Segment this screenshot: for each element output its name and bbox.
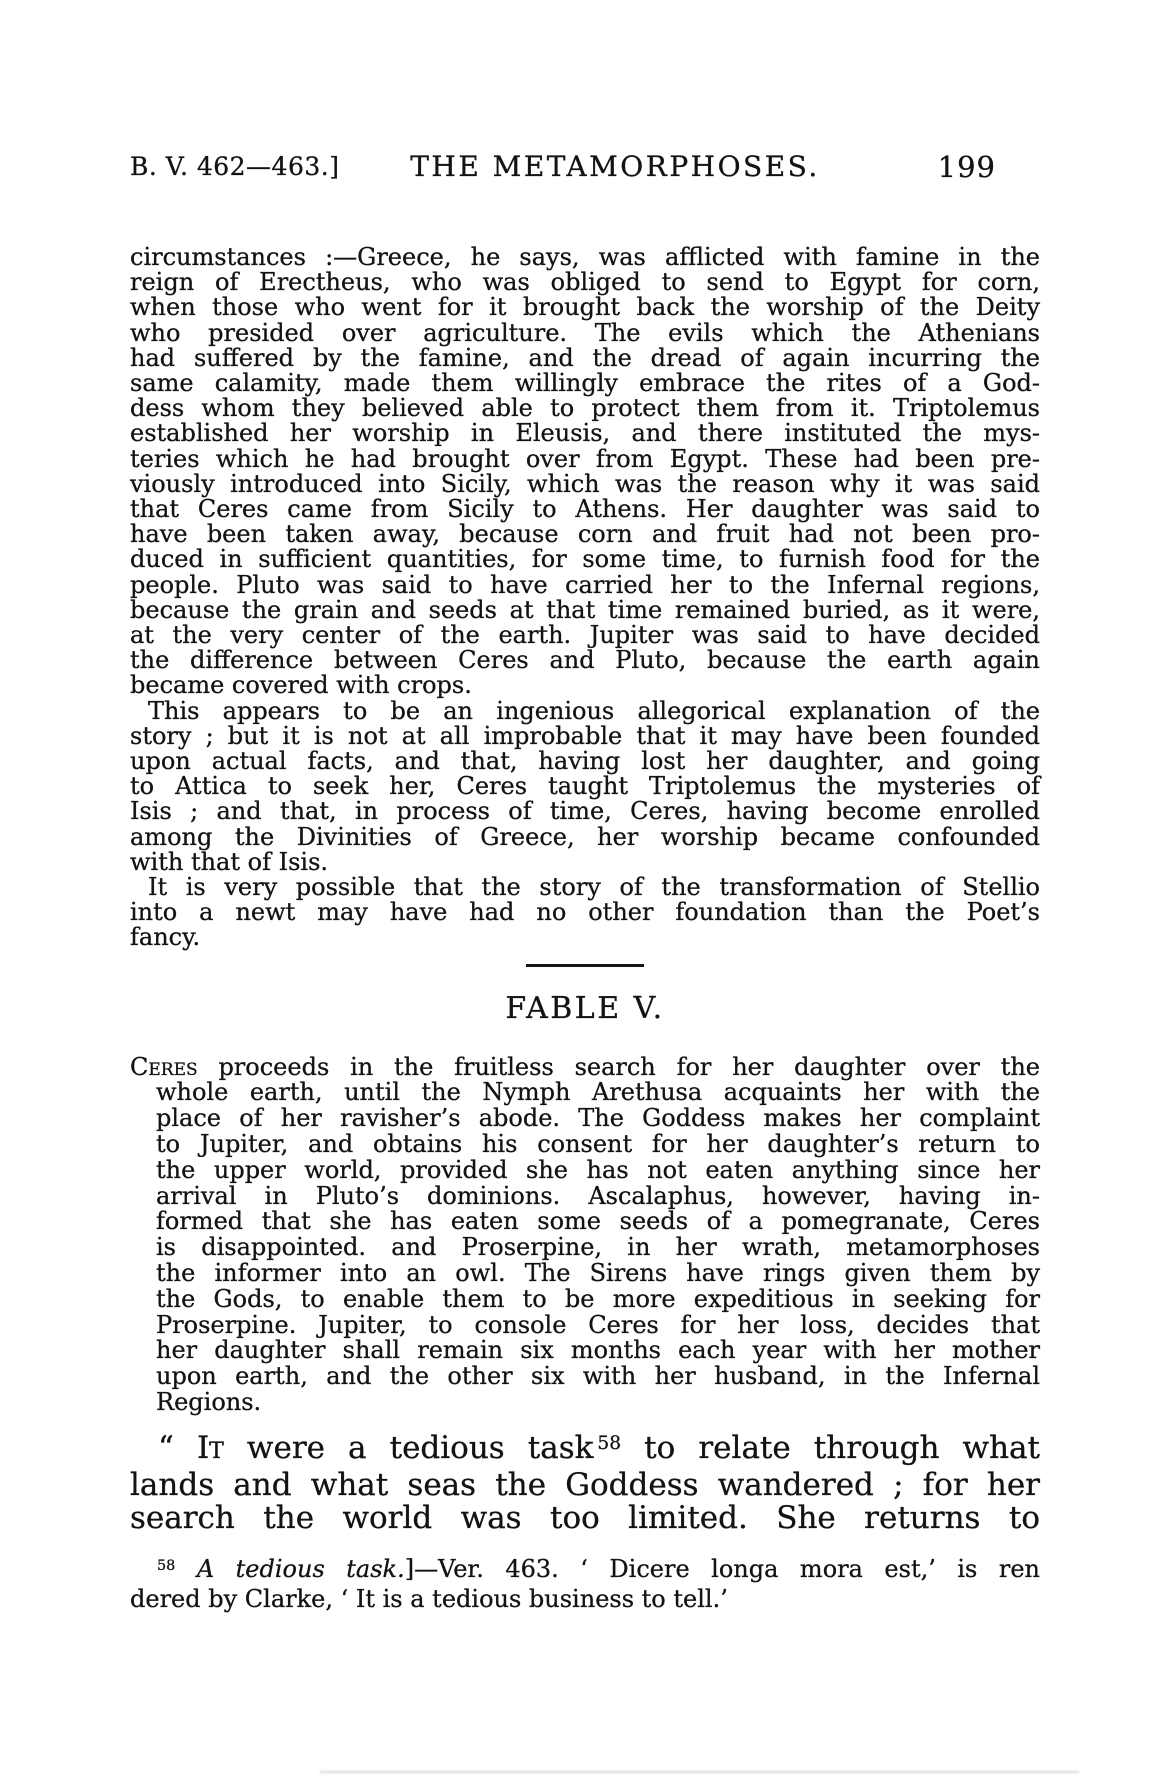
summary-first-line-text: proceeds in the fruitless search for her daughter over the — [197, 1052, 1040, 1081]
text-line: to Jupiter, and obtains his consent for her daughter’s return to — [156, 1130, 1040, 1159]
text-line: have been taken away, because corn and fruit had not been pro- — [130, 520, 1040, 549]
footnote-lemma: A tedious task. — [175, 1554, 405, 1583]
text-line: fancy. — [130, 923, 201, 952]
page-header — [130, 150, 1040, 186]
text-line: whole earth, until the Nymph Arethusa acquaints her with the — [156, 1078, 1040, 1107]
text-line: teries which he had brought over from Egypt. These had been pre- — [130, 444, 1040, 473]
footnote-line-1 — [130, 1556, 1040, 1586]
text-line: circumstances :—Greece, he says, was afflicted with famine in the — [130, 243, 1040, 271]
text-line: had suffered by the famine, and the dread of again incurring the — [130, 343, 1040, 372]
verse-line-1 — [130, 1429, 1040, 1469]
verse-lead-word: It — [196, 1429, 224, 1466]
commentary-section — [130, 245, 1040, 951]
text-line: the Gods, to enable them to be more expeditious in seeking for — [156, 1284, 1040, 1313]
text-line: dess whom they believed able to protect them from it. Triptolemus — [130, 394, 1040, 423]
footnote-number: 58 — [157, 1557, 176, 1574]
scan-edge-artifact — [320, 1771, 1079, 1773]
text-line: It is very possible that the story of the transformation of Stellio — [148, 873, 1040, 902]
text-line: the upper world, provided she has not eaten anything since her — [156, 1155, 1040, 1184]
text-line: with that of Isis. — [130, 847, 329, 876]
text-line: the difference between Ceres and Pluto, because the earth again — [130, 646, 1040, 675]
text-line: Regions. — [156, 1388, 262, 1417]
text-line: Proserpine. Jupiter, to console Ceres for her loss, decides that — [156, 1310, 1040, 1339]
footnote-line-1-text: ]—Ver. 463. ‘ Dicere longa mora est,’ is ren — [404, 1554, 1040, 1583]
text-line: upon earth, and the other six with her husband, in the Infernal — [156, 1362, 1040, 1391]
text-line: that Ceres came from Sicily to Athens. Her daughter was said to — [130, 495, 1040, 524]
text-line: duced in sufficient quantities, for some time, to furnish food for the — [130, 545, 1040, 574]
footnote-reference-marker: 58 — [597, 1432, 622, 1454]
footnote-block — [130, 1556, 1040, 1612]
header-book-title: THE METAMORPHOSES. — [410, 150, 820, 183]
verse-line-1-text: were a tedious task — [223, 1429, 594, 1466]
text-line: people. Pluto was said to have carried her to the Infernal regions, — [130, 570, 1040, 599]
text-line: upon actual facts, and that, having lost her daughter, and going — [130, 747, 1040, 776]
text-line: who presided over agriculture. The evils which the Athenians — [130, 318, 1040, 347]
verse-section — [130, 1429, 1040, 1536]
text-line: Isis ; and that, in process of time, Ceres, having become enrolled — [130, 797, 1040, 826]
verse-line-2: lands and what seas the Goddess wandered ; for her — [130, 1466, 1040, 1503]
text-line: when those who went for it brought back the worship of the Deity — [130, 293, 1040, 322]
verse-line-1-tail: to relate through what — [621, 1429, 1040, 1466]
text-line: the informer into an owl. The Sirens have rings given them by — [156, 1259, 1040, 1288]
text-line: arrival in Pluto’s dominions. Ascalaphus, however, having in- — [156, 1181, 1040, 1210]
text-line: into a newt may have had no other foundation than the Poet’s — [130, 898, 1040, 927]
commentary-paragraph-2 — [130, 696, 1040, 876]
verse-line-3: search the world was too limited. She returns to — [130, 1499, 1040, 1536]
summary-lead-word: Ceres — [130, 1052, 198, 1081]
footnote-line-2: dered by Clarke, ‘ It is a tedious business to tell.’ — [130, 1584, 728, 1613]
text-line: her daughter shall remain six months each year with her mother — [156, 1336, 1040, 1365]
text-line: at the very center of the earth. Jupiter was said to have decided — [130, 621, 1040, 650]
text-line: is disappointed. and Proserpine, in her wrath, metamorphoses — [156, 1233, 1040, 1262]
text-line: among the Divinities of Greece, her worship became confounded — [130, 822, 1040, 851]
text-line: same calamity, made them willingly embrace the rites of a God- — [130, 369, 1040, 398]
text-line: because the grain and seeds at that time remained buried, as it were, — [130, 595, 1040, 624]
commentary-paragraph-3 — [130, 875, 1040, 951]
fable-summary — [130, 1052, 1040, 1417]
text-line: place of her ravisher’s abode. The Goddess makes her complaint — [156, 1104, 1040, 1133]
fable-heading: FABLE V. — [505, 990, 665, 1026]
text-line: to Attica to seek her, Ceres taught Triptolemus the mysteries of — [130, 772, 1040, 801]
summary-first-line — [130, 1052, 1040, 1081]
text-line: reign of Erectheus, who was obliged to send to Egypt for corn, — [130, 268, 1040, 297]
section-divider-rule — [526, 964, 644, 967]
header-verse-reference: B. V. 462—463.] — [130, 152, 340, 181]
text-line: formed that she has eaten some seeds of a pomegranate, Ceres — [156, 1207, 1040, 1236]
commentary-paragraph-1 — [130, 245, 1040, 699]
text-line: story ; but it is not at all improbable that it may have been founded — [130, 721, 1040, 750]
text-line: This appears to be an ingenious allegorical explanation of the — [148, 696, 1040, 725]
summary-body — [130, 1080, 1040, 1415]
text-line: established her worship in Eleusis, and there instituted the mys- — [130, 419, 1040, 448]
text-line: viously introduced into Sicily, which was the reason why it was said — [130, 469, 1040, 498]
open-quote-mark: “ — [158, 1429, 197, 1466]
header-page-number: 199 — [937, 150, 996, 184]
text-line: became covered with crops. — [130, 671, 472, 700]
